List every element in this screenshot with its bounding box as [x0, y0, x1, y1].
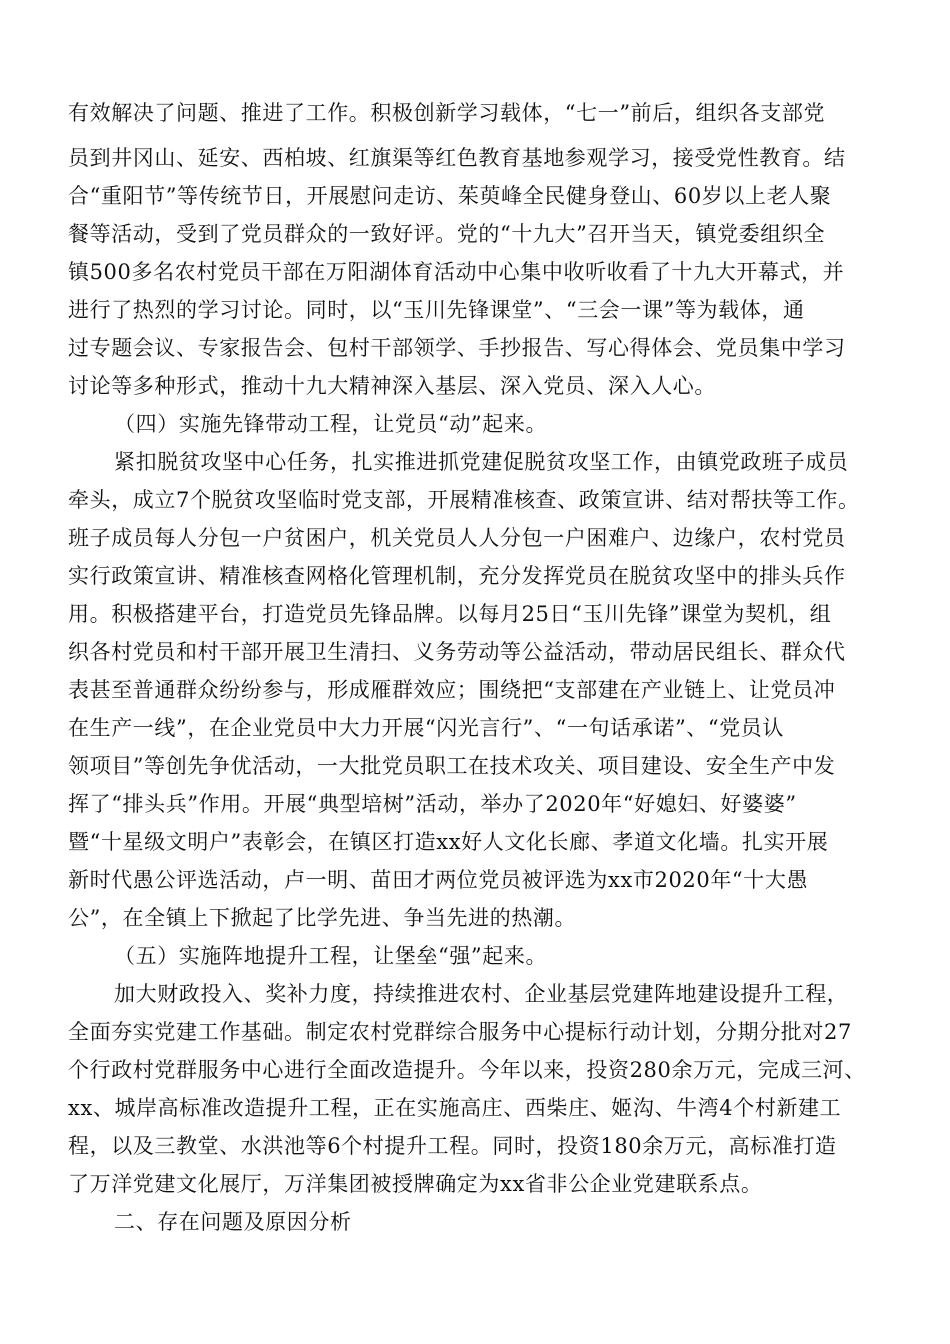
- body-line: 员到井冈山、延安、西柏坡、红旗渠等红色教育基地参观学习，接受党性教育。结: [68, 146, 846, 170]
- body-line: 合“重阳节”等传统节日，开展慰问走访、茱萸峰全民健身登山、60岁以上老人聚: [68, 184, 832, 208]
- body-line: 加大财政投入、奖补力度，持续推进农村、企业基层党建阵地建设提升工程，: [114, 982, 849, 1006]
- body-line: 暨“十星级文明户”表彰会，在镇区打造xx好人文化长廊、孝道文化墙。扎实开展: [68, 830, 829, 854]
- section-heading: （四）实施先锋带动工程，让党员“动”起来。: [114, 412, 548, 436]
- body-line: 公”，在全镇上下掀起了比学先进、争当先进的热潮。: [68, 906, 577, 930]
- section-heading: 二、存在问题及原因分析: [114, 1210, 352, 1234]
- body-line: 进行了热烈的学习讨论。同时，以“玉川先锋课堂”、“三会一课”等为载体，通: [68, 298, 805, 322]
- body-line: 餐等活动，受到了党员群众的一致好评。党的“十九大”召开当天，镇党委组织全: [68, 222, 826, 246]
- body-line: 个行政村党群服务中心进行全面改造提升。今年以来，投资280余万元，完成三河、: [68, 1058, 866, 1082]
- body-line: xx、城岸高标准改造提升工程，正在实施高庄、西柴庄、姬沟、牛湾4个村新建工: [68, 1096, 842, 1120]
- body-line: 过专题会议、专家报告会、包村干部领学、手抄报告、写心得体会、党员集中学习: [68, 336, 846, 360]
- body-line: 有效解决了问题、推进了工作。积极创新学习载体，“七一”前后，组织各支部党: [68, 101, 826, 125]
- body-line: 表甚至普通群众纷纷参与，形成雁群效应；围绕把“支部建在产业链上、让党员冲: [68, 678, 836, 702]
- body-line: 全面夯实党建工作基础。制定农村党群综合服务中心提标行动计划，分期分批对27: [68, 1020, 852, 1044]
- section-heading: （五）实施阵地提升工程，让堡垒“强”起来。: [114, 944, 548, 968]
- body-line: 讨论等多种形式，推动十九大精神深入基层、深入党员、深入人心。: [68, 374, 716, 398]
- body-line: 织各村党员和村干部开展卫生清扫、义务劳动等公益活动，带动居民组长、群众代: [68, 640, 846, 664]
- body-line: 班子成员每人分包一户贫困户，机关党员人人分包一户困难户、边缘户，农村党员: [68, 526, 846, 550]
- body-line: 挥了“排头兵”作用。开展“典型培树”活动，举办了2020年“好媳妇、好婆婆”: [68, 792, 797, 816]
- body-line: 牵头，成立7个脱贫攻坚临时党支部，开展精准核查、政策宣讲、结对帮扶等工作。: [68, 488, 860, 512]
- body-line: 程，以及三教堂、水洪池等6个村提升工程。同时，投资180余万元，高标准打造: [68, 1134, 837, 1158]
- body-line: 用。积极搭建平台，打造党员先锋品牌。以每月25日“玉川先锋”课堂为契机，组: [68, 602, 832, 626]
- body-line: 领项目”等创先争优活动，一大批党员职工在技术攻关、项目建设、安全生产中发: [68, 754, 836, 778]
- body-line: 了万洋党建文化展厅，万洋集团被授牌确定为xx省非公企业党建联系点。: [68, 1172, 763, 1196]
- body-line: 在生产一线”，在企业党员中大力开展“闪光言行”、“一句话承诺”、“党员认: [68, 716, 785, 740]
- body-line: 镇500多名农村党员干部在万阳湖体育活动中心集中收听收看了十九大开幕式，并: [68, 260, 845, 284]
- body-line: 紧扣脱贫攻坚中心任务，扎实推进抓党建促脱贫攻坚工作，由镇党政班子成员: [114, 450, 849, 474]
- body-line: 新时代愚公评选活动，卢一明、苗田才两位党员被评选为xx市2020年“十大愚: [68, 868, 809, 892]
- body-line: 实行政策宣讲、精准核查网格化管理机制，充分发挥党员在脱贫攻坚中的排头兵作: [68, 564, 846, 588]
